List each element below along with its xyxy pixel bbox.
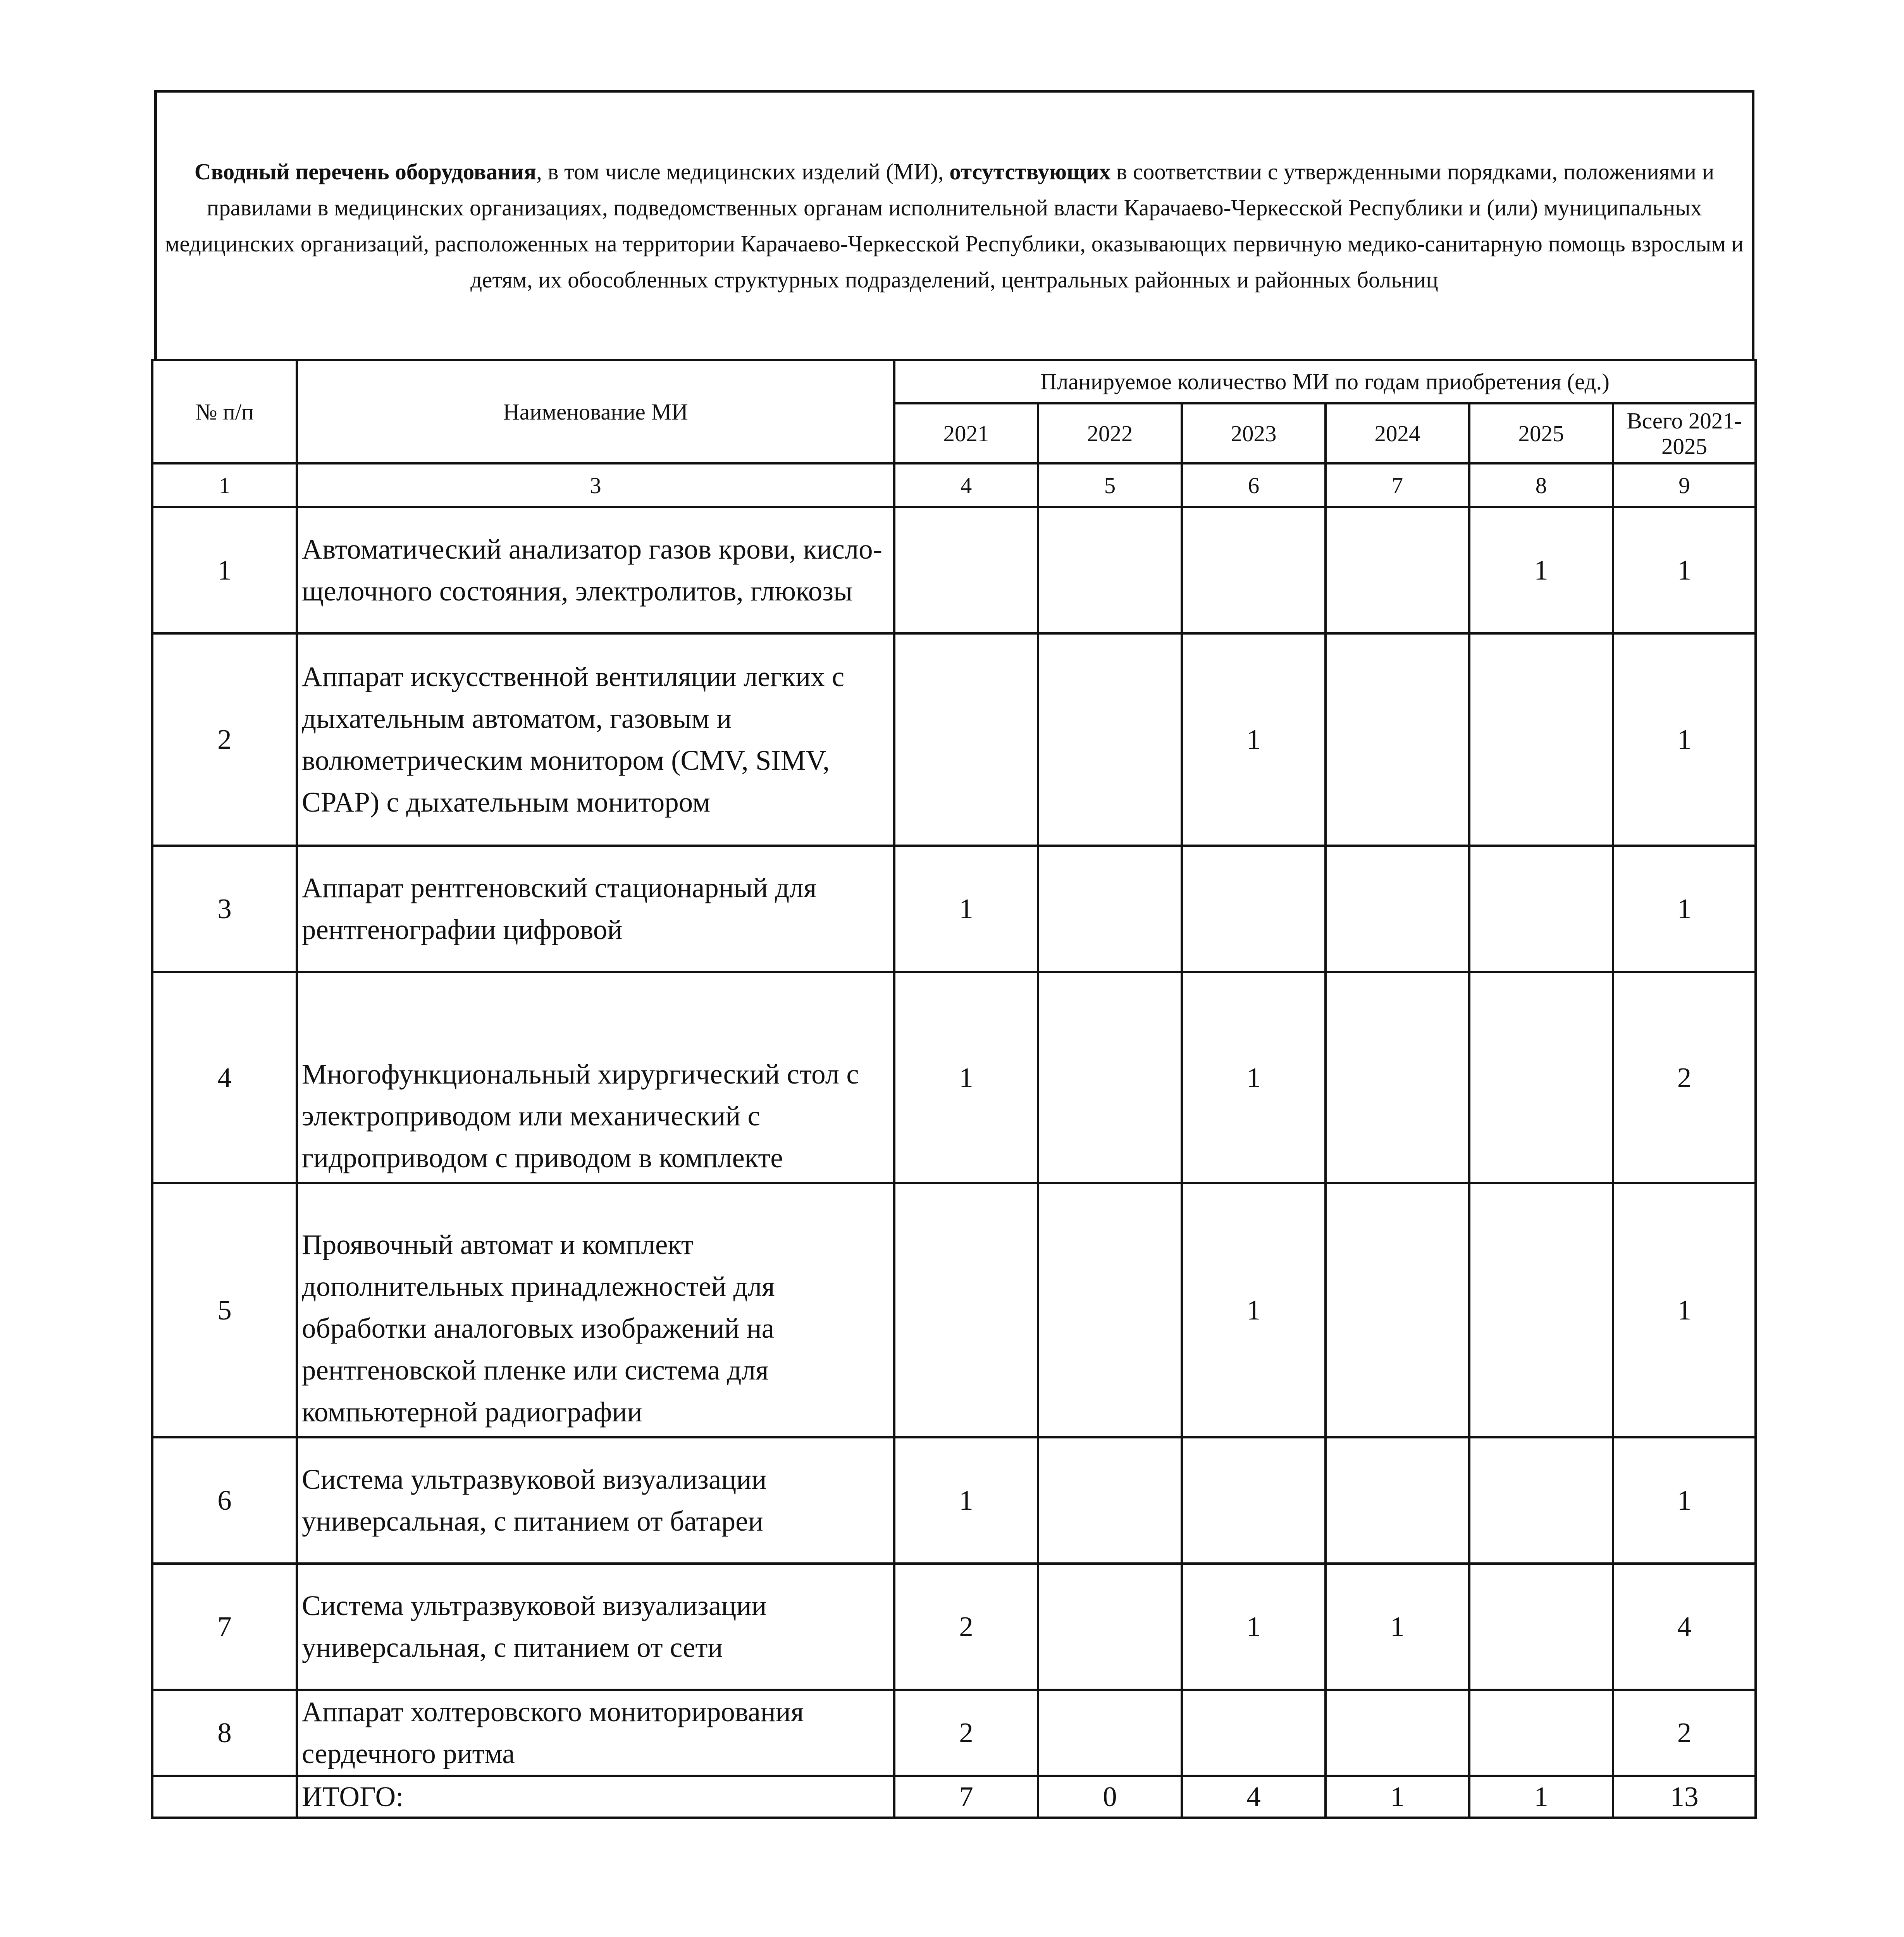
row-qty-2025 [1469,1437,1613,1564]
document-title [154,90,1754,359]
total-2025: 1 [1469,1776,1613,1818]
row-qty-2023 [1182,1437,1326,1564]
header-years-group: Планируемое количество МИ по годам приобретения (ед.) [894,360,1756,403]
total-2021: 7 [894,1776,1038,1818]
row-number: 6 [152,1437,297,1564]
table-row [152,1437,1756,1564]
title-text [160,154,1749,298]
index-cell: 1 [152,463,297,507]
row-total: 1 [1613,1437,1756,1564]
row-total: 2 [1613,972,1756,1183]
index-cell: 4 [894,463,1038,507]
total-2024: 1 [1326,1776,1469,1818]
index-cell: 8 [1469,463,1613,507]
row-qty-2021 [894,633,1038,846]
row-qty-2021: 1 [894,1437,1038,1564]
header-name: Наименование МИ [297,360,894,463]
row-qty-2021 [894,507,1038,633]
row-qty-2024 [1326,972,1469,1183]
row-qty-2022 [1038,1564,1182,1690]
index-cell: 3 [297,463,894,507]
table-row [152,1564,1756,1690]
row-qty-2021: 1 [894,846,1038,972]
row-qty-2025 [1469,1183,1613,1437]
row-number: 8 [152,1690,297,1776]
row-qty-2023: 1 [1182,1183,1326,1437]
row-name: Многофункциональный хирургический стол с электроприводом или механический с гидроприводом с приводом в комплекте [297,972,894,1183]
row-qty-2025 [1469,633,1613,846]
row-qty-2024 [1326,633,1469,846]
total-row [152,1776,1756,1818]
row-qty-2023: 1 [1182,1564,1326,1690]
total-label: ИТОГО: [297,1776,894,1818]
total-sum: 13 [1613,1776,1756,1818]
row-qty-2022 [1038,846,1182,972]
title-text-2: в соответствии с утвержденными порядками, положениями и правилами в медицинских организациях, подведомственных органам исполнительной власти Карачаево-Черкесской Республики и (или) муниципальных медицинских организаций, расположенных на территории Карачаево-Черкесской Республики, оказывающих первичную медико-санитарную помощь взрослым и детям, их обособленных структурных подразделений, центральных районных и районных больниц [165,158,1744,292]
header-year-2022: 2022 [1038,403,1182,463]
table-row [152,633,1756,846]
row-qty-2025: 1 [1469,507,1613,633]
row-qty-2021 [894,1183,1038,1437]
row-qty-2023 [1182,507,1326,633]
table-row [152,1183,1756,1437]
header-total-line-1: Всего 2021- [1627,408,1742,434]
row-name: Аппарат холтеровского мониторирования сердечного ритма [297,1690,894,1776]
total-2023: 4 [1182,1776,1326,1818]
row-qty-2025 [1469,846,1613,972]
row-qty-2024 [1326,1183,1469,1437]
row-number: 7 [152,1564,297,1690]
row-qty-2022 [1038,633,1182,846]
table-row [152,846,1756,972]
row-qty-2024 [1326,507,1469,633]
total-number-cell [152,1776,297,1818]
header-year-2024: 2024 [1326,403,1469,463]
row-qty-2022 [1038,1437,1182,1564]
row-name: Аппарат рентгеновский стационарный для рентгенографии цифровой [297,846,894,972]
row-qty-2023 [1182,846,1326,972]
table-row [152,507,1756,633]
row-qty-2023: 1 [1182,633,1326,846]
header-row-top [152,360,1756,403]
total-2022: 0 [1038,1776,1182,1818]
row-qty-2022 [1038,507,1182,633]
row-qty-2025 [1469,972,1613,1183]
row-qty-2024: 1 [1326,1564,1469,1690]
row-qty-2024 [1326,1437,1469,1564]
row-total: 1 [1613,846,1756,972]
index-row [152,463,1756,507]
header-number: № п/п [152,360,297,463]
title-text-1: , в том числе медицинских изделий (МИ), [536,158,950,184]
header-year-2021: 2021 [894,403,1038,463]
index-cell: 6 [1182,463,1326,507]
header-year-2023: 2023 [1182,403,1326,463]
row-number: 5 [152,1183,297,1437]
row-total: 1 [1613,633,1756,846]
row-name: Система ультразвуковой визуализации универсальная, с питанием от батареи [297,1437,894,1564]
row-total: 2 [1613,1690,1756,1776]
row-total: 1 [1613,507,1756,633]
title-bold-2: отсутствующих [949,158,1111,184]
row-qty-2022 [1038,1183,1182,1437]
header-total-line-2: 2025 [1661,433,1708,459]
index-cell: 9 [1613,463,1756,507]
row-qty-2024 [1326,846,1469,972]
row-qty-2022 [1038,972,1182,1183]
row-name: Проявочный автомат и комплект дополнительных принадлежностей для обработки аналоговых изображений на рентгеновской пленке или система для компьютерной радиографии [297,1183,894,1437]
row-qty-2021: 2 [894,1564,1038,1690]
row-name: Система ультразвуковой визуализации универсальная, с питанием от сети [297,1564,894,1690]
row-qty-2025 [1469,1564,1613,1690]
row-qty-2021: 2 [894,1690,1038,1776]
row-number: 2 [152,633,297,846]
title-bold-1: Сводный перечень оборудования [194,158,537,184]
table-row [152,972,1756,1183]
row-qty-2023: 1 [1182,972,1326,1183]
row-total: 4 [1613,1564,1756,1690]
row-qty-2021: 1 [894,972,1038,1183]
row-qty-2024 [1326,1690,1469,1776]
header-year-2025: 2025 [1469,403,1613,463]
row-number: 4 [152,972,297,1183]
row-number: 3 [152,846,297,972]
row-number: 1 [152,507,297,633]
row-qty-2025 [1469,1690,1613,1776]
row-qty-2023 [1182,1690,1326,1776]
row-name: Автоматический анализатор газов крови, кисло-щелочного состояния, электролитов, глюкозы [297,507,894,633]
row-qty-2022 [1038,1690,1182,1776]
row-total: 1 [1613,1183,1756,1437]
equipment-table [151,359,1757,1819]
header-total [1613,403,1756,463]
index-cell: 5 [1038,463,1182,507]
row-name: Аппарат искусственной вентиляции легких с дыхательным автоматом, газовым и волюметрическим монитором (CMV, SIMV, CPAP) с дыхательным монитором [297,633,894,846]
index-cell: 7 [1326,463,1469,507]
table-row [152,1690,1756,1776]
